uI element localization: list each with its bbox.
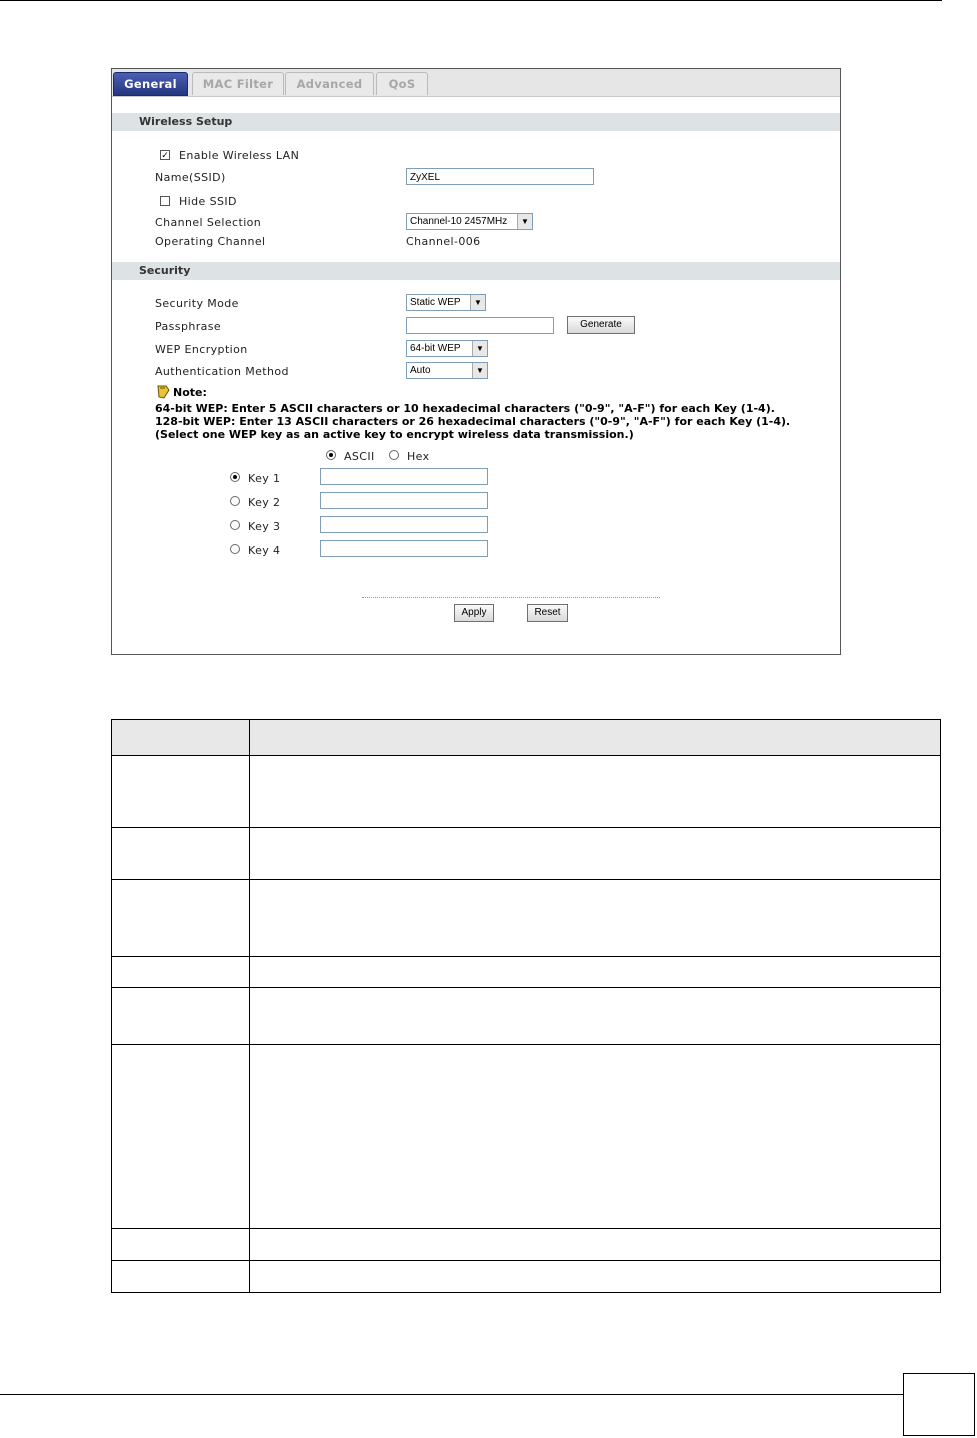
- note-line-128bit: 128-bit WEP: Enter 13 ASCII characters or 26 hexadecimal characters ("0-9", "A-F") for each Key (1-4).: [155, 415, 791, 428]
- generate-button[interactable]: Generate: [567, 316, 635, 334]
- table-cell: [250, 1229, 941, 1261]
- ssid-input[interactable]: ZyXEL: [406, 168, 594, 185]
- chevron-down-icon: ▼: [470, 295, 485, 310]
- passphrase-label: Passphrase: [155, 320, 222, 333]
- table-row: [112, 880, 941, 957]
- chevron-down-icon: ▼: [517, 214, 532, 229]
- table-cell: [250, 1261, 941, 1293]
- wep-encryption-select[interactable]: [406, 340, 488, 357]
- key3-input[interactable]: [320, 516, 488, 533]
- note-line-64bit: 64-bit WEP: Enter 5 ASCII characters or 10 hexadecimal characters ("0-9", "A-F") for each Key (1-4).: [155, 402, 775, 415]
- ascii-label: ASCII: [344, 450, 375, 463]
- page-number-box: [903, 1373, 975, 1436]
- table-cell: [250, 828, 941, 880]
- note-line-select-key: (Select one WEP key as an active key to encrypt wireless data transmission.): [155, 428, 634, 441]
- hide-ssid-checkbox[interactable]: [160, 196, 170, 206]
- table-row: [112, 957, 941, 988]
- table-row: [112, 1229, 941, 1261]
- table-cell: [250, 988, 941, 1045]
- key3-label: Key 3: [248, 520, 281, 533]
- table-header-cell: [112, 720, 250, 756]
- table-row: [112, 988, 941, 1045]
- note-title: Note:: [173, 386, 207, 399]
- tab-qos[interactable]: QoS: [376, 72, 428, 95]
- key1-radio[interactable]: [230, 472, 240, 482]
- operating-channel-label: Operating Channel: [155, 235, 266, 248]
- tab-bar: [112, 69, 840, 97]
- table-header-row: [112, 720, 941, 756]
- reset-button[interactable]: Reset: [527, 604, 568, 622]
- table-cell: [112, 957, 250, 988]
- key1-input[interactable]: [320, 468, 488, 485]
- table-row: [112, 756, 941, 828]
- table-cell: [250, 1045, 941, 1229]
- table-cell: [112, 1045, 250, 1229]
- chevron-down-icon: ▼: [472, 341, 487, 356]
- hide-ssid-label: Hide SSID: [179, 195, 237, 208]
- note-icon: [156, 385, 170, 399]
- table-cell: [112, 880, 250, 957]
- ascii-radio[interactable]: [326, 450, 336, 460]
- table-cell: [112, 828, 250, 880]
- table-cell: [112, 756, 250, 828]
- table-cell: [112, 1229, 250, 1261]
- security-mode-label: Security Mode: [155, 297, 239, 310]
- hex-radio[interactable]: [389, 450, 399, 460]
- key4-radio[interactable]: [230, 544, 240, 554]
- table-cell: [250, 756, 941, 828]
- table-cell: [250, 880, 941, 957]
- table-header-cell: [250, 720, 941, 756]
- auth-method-label: Authentication Method: [155, 365, 289, 378]
- hex-label: Hex: [407, 450, 430, 463]
- channel-selection-value: Channel-10 2457MHz: [410, 216, 508, 227]
- security-mode-select[interactable]: [406, 294, 486, 311]
- section-security: Security: [112, 262, 840, 280]
- table-row: [112, 1045, 941, 1229]
- wep-encryption-label: WEP Encryption: [155, 343, 248, 356]
- key4-label: Key 4: [248, 544, 281, 557]
- key3-radio[interactable]: [230, 520, 240, 530]
- key1-label: Key 1: [248, 472, 281, 485]
- key4-input[interactable]: [320, 540, 488, 557]
- tab-advanced[interactable]: Advanced: [285, 72, 374, 95]
- enable-wireless-label: Enable Wireless LAN: [179, 149, 300, 162]
- header-rule: [0, 0, 942, 1]
- channel-selection-label: Channel Selection: [155, 216, 262, 229]
- chevron-down-icon: ▼: [472, 363, 487, 378]
- passphrase-input[interactable]: [406, 317, 554, 334]
- table-row: [112, 1261, 941, 1293]
- security-mode-value: Static WEP: [410, 297, 461, 308]
- key2-label: Key 2: [248, 496, 281, 509]
- channel-selection-select[interactable]: [406, 213, 533, 230]
- key2-radio[interactable]: [230, 496, 240, 506]
- apply-button[interactable]: Apply: [454, 604, 494, 622]
- table-cell: [112, 1261, 250, 1293]
- tab-general[interactable]: General: [113, 72, 188, 96]
- tab-mac-filter[interactable]: MAC Filter: [192, 72, 284, 95]
- auth-method-value: Auto: [410, 365, 431, 376]
- wep-encryption-value: 64-bit WEP: [410, 343, 461, 354]
- operating-channel-value: Channel-006: [406, 235, 481, 248]
- wireless-general-screen: [111, 68, 841, 655]
- key2-input[interactable]: [320, 492, 488, 509]
- table-row: [112, 828, 941, 880]
- footer-rule: [0, 1394, 903, 1395]
- auth-method-select[interactable]: [406, 362, 488, 379]
- button-divider: [362, 597, 660, 598]
- field-description-table: [111, 719, 941, 1293]
- enable-wireless-checkbox[interactable]: ✓: [161, 151, 169, 161]
- table-cell: [112, 988, 250, 1045]
- ssid-label: Name(SSID): [155, 171, 226, 184]
- table-cell: [250, 957, 941, 988]
- section-wireless-setup: Wireless Setup: [112, 113, 840, 131]
